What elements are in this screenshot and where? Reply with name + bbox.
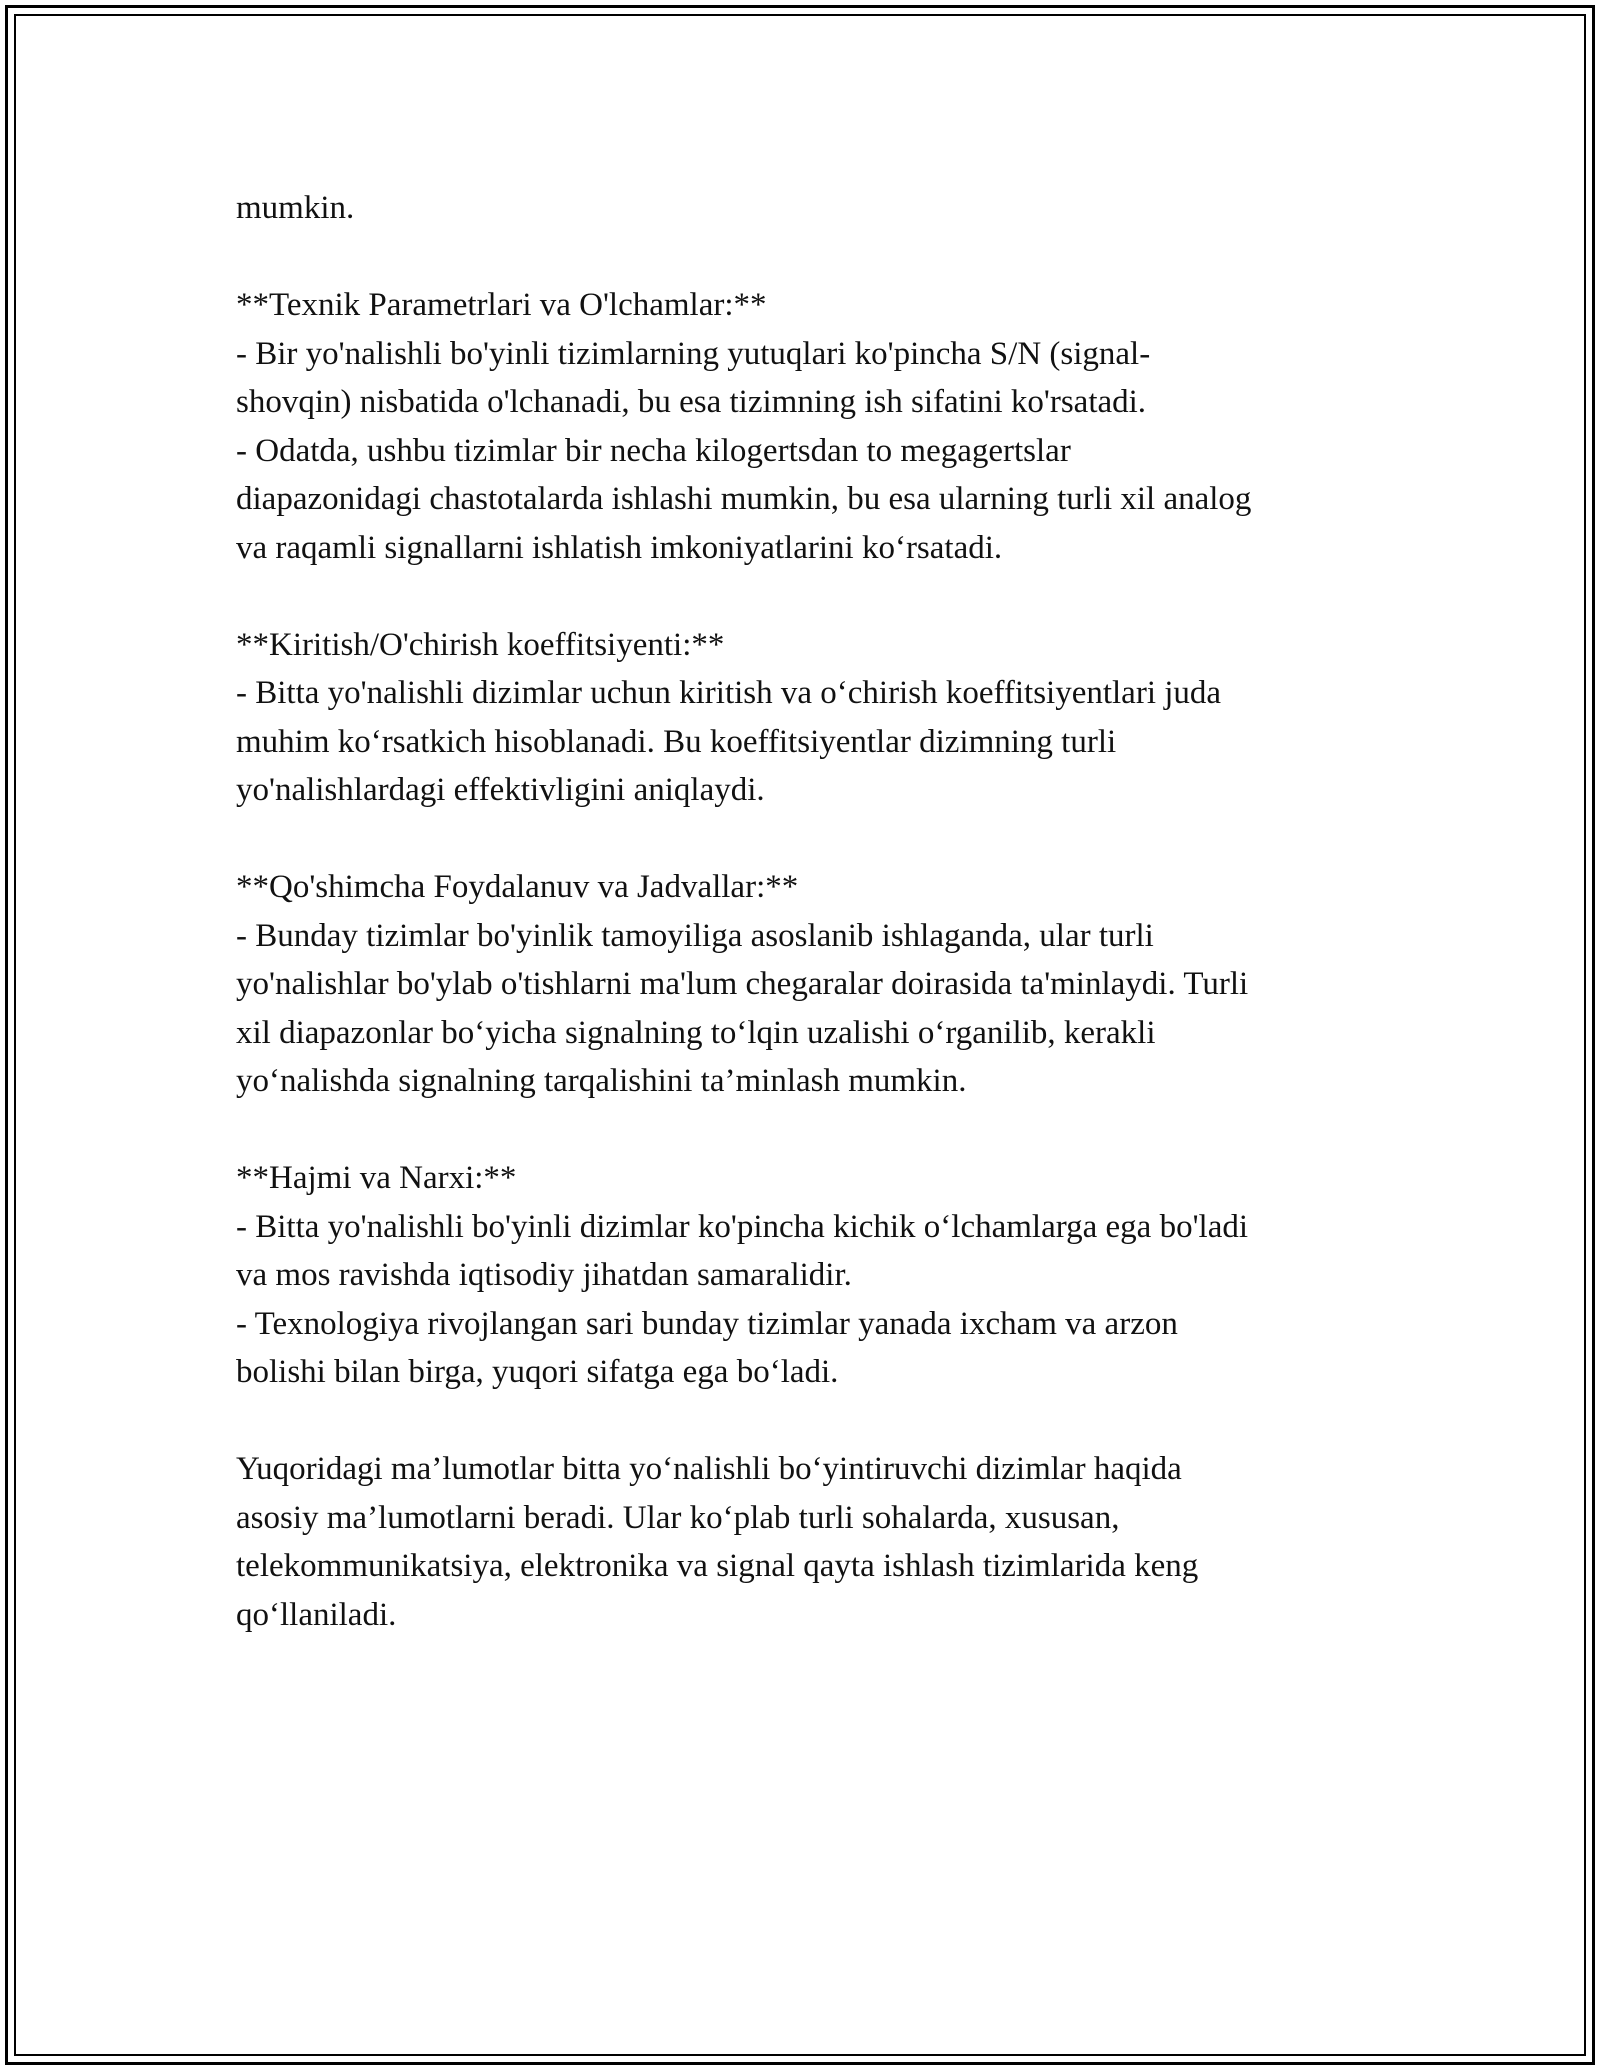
summary-paragraph-line: Yuqoridagi ma’lumotlar bitta yo‘nalishli bo‘yintiruvchi dizimlar haqida bbox=[236, 1451, 1182, 1487]
summary-paragraph-line: asosiy ma’lumotlarni beradi. Ular ko‘plab turli sohalarda, xususan, bbox=[236, 1499, 1120, 1536]
section-heading-additional: **Qo'shimcha Foydalanuv va Jadvallar:** bbox=[236, 869, 799, 905]
summary-paragraph-line: telekommunikatsiya, elektronika va signal qayta ishlash tizimlarida keng bbox=[236, 1548, 1199, 1584]
text-line: bolishi bilan birga, yuqori sifatga ega bo‘ladi. bbox=[236, 1354, 839, 1390]
text-line: yo'nalishlar bo'ylab o'tishlarni ma'lum chegaralar doirasida ta'minlaydi. Turli bbox=[236, 966, 1249, 1002]
text-line: va mos ravishda iqtisodiy jihatdan samaralidir. bbox=[236, 1257, 852, 1293]
text-line: mumkin. bbox=[236, 190, 355, 226]
text-line: - Bitta yo'nalishli dizimlar uchun kiritish va o‘chirish koeffitsiyentlari juda bbox=[236, 675, 1222, 711]
document-body bbox=[236, 184, 1376, 1639]
summary-paragraph-line: qo‘llaniladi. bbox=[236, 1596, 397, 1633]
text-line: - Bunday tizimlar bo'yinlik tamoyiliga asoslanib ishlaganda, ular turli bbox=[236, 917, 1154, 954]
text-line: yo‘nalishda signalning tarqalishini ta’minlash mumkin. bbox=[236, 1063, 967, 1099]
text-line: muhim ko‘rsatkich hisoblanadi. Bu koeffitsiyentlar dizimning turli bbox=[236, 723, 1117, 760]
text-line: - Odatda, ushbu tizimlar bir necha kilogertsdan to megagertslar bbox=[236, 432, 1071, 469]
section-heading-size-price: **Hajmi va Narxi:** bbox=[236, 1160, 517, 1196]
text-line: - Texnologiya rivojlangan sari bunday tizimlar yanada ixcham va arzon bbox=[236, 1305, 1178, 1342]
section-heading-technical: **Texnik Parametrlari va O'lchamlar:** bbox=[236, 287, 767, 323]
text-line: - Bitta yo'nalishli bo'yinli dizimlar ko'pincha kichik o‘lchamlarga ega bo'ladi bbox=[236, 1208, 1249, 1245]
text-line: yo'nalishlardagi effektivligini aniqlaydi. bbox=[236, 772, 765, 808]
blank-line bbox=[236, 815, 1376, 864]
blank-line bbox=[236, 1106, 1376, 1155]
text-line: va raqamli signallarni ishlatish imkoniyatlarini ko‘rsatadi. bbox=[236, 529, 1003, 566]
text-line: diapazonidagi chastotalarda ishlashi mumkin, bu esa ularning turli xil analog bbox=[236, 481, 1252, 517]
section-heading-coefficients: **Kiritish/O'chirish koeffitsiyenti:** bbox=[236, 626, 725, 663]
blank-line bbox=[236, 1397, 1376, 1446]
blank-line bbox=[236, 233, 1376, 282]
text-line: shovqin) nisbatida o'lchanadi, bu esa tizimning ish sifatini ko'rsatadi. bbox=[236, 384, 1147, 420]
text-line: - Bir yo'nalishli bo'yinli tizimlarning yutuqlari ko'pincha S/N (signal- bbox=[236, 335, 1151, 372]
text-line: xil diapazonlar bo‘yicha signalning to‘lqin uzalishi o‘rganilib, kerakli bbox=[236, 1014, 1156, 1051]
blank-line bbox=[236, 572, 1376, 621]
